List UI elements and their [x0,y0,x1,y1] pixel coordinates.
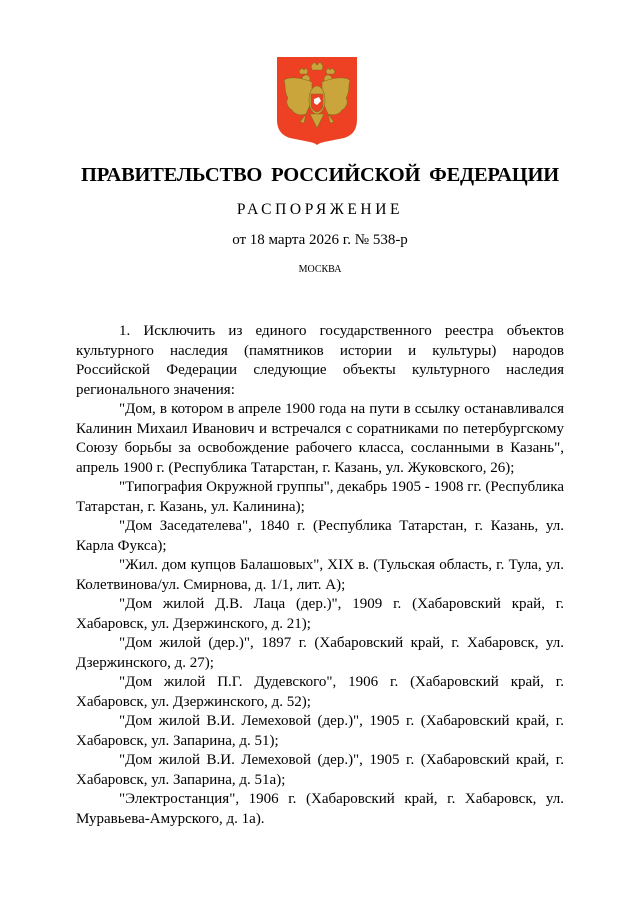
intro-paragraph: 1. Исключить из единого государственного реестра объектов культурного наследия (памятников истории и культуры) народов Российской Федерации следующие объекты культурного наследия регионального значения: [76,323,564,398]
list-item: "Дом жилой П.Г. Дудевского", 1906 г. (Хабаровский край, г. Хабаровск, ул. Дзержинского, д. 52); [76,674,564,710]
document-place: МОСКВА [298,264,342,275]
document-body [76,322,564,829]
list-item: "Дом жилой В.И. Лемеховой (дер.)", 1905 г. (Хабаровский край, г. Хабаровск, ул. Запарина, д. 51а); [76,752,564,788]
document-type: РАСПОРЯЖЕНИЕ [236,201,404,218]
organization-title: ПРАВИТЕЛЬСТВО РОССИЙСКОЙ ФЕДЕРАЦИИ [81,164,559,186]
list-item: "Дом жилой (дер.)", 1897 г. (Хабаровский край, г. Хабаровск, ул. Дзержинского, д. 27); [76,635,564,671]
list-item: "Типография Окружной группы", декабрь 1905 - 1908 гг. (Республика Татарстан, г. Казань, ул. Калинина); [76,479,565,515]
document-date-number: от 18 марта 2026 г. № 538-р [232,232,408,248]
coat-of-arms-icon [276,56,358,146]
list-item: "Дом Заседателева", 1840 г. (Республика Татарстан, г. Казань, ул. Карла Фукса); [76,518,564,554]
list-item: "Дом жилой В.И. Лемеховой (дер.)", 1905 г. (Хабаровский край, г. Хабаровск, ул. Запарина, д. 51); [76,713,564,749]
list-item: "Жил. дом купцов Балашовых", XIX в. (Тульская область, г. Тула, ул. Колетвинова/ул. Смирнова, д. 1/1, лит. А); [76,557,564,593]
list-item: "Электростанция", 1906 г. (Хабаровский край, г. Хабаровск, ул. Муравьева-Амурского, д. 1а). [76,791,564,827]
list-item: "Дом, в котором в апреле 1900 года на пути в ссылку останавливался Калинин Михаил Иванович и встречался с соратниками по петербургскому Союзу борьбы за освобождение рабочего класса, сосланными в Казань", апрель 1900 г. (Республика Татарстан, г. Казань, ул. Жуковского, 26); [76,401,564,476]
list-item: "Дом жилой Д.В. Лаца (дер.)", 1909 г. (Хабаровский край, г. Хабаровск, ул. Дзержинского, д. 21); [76,596,564,632]
emblem [276,56,358,146]
